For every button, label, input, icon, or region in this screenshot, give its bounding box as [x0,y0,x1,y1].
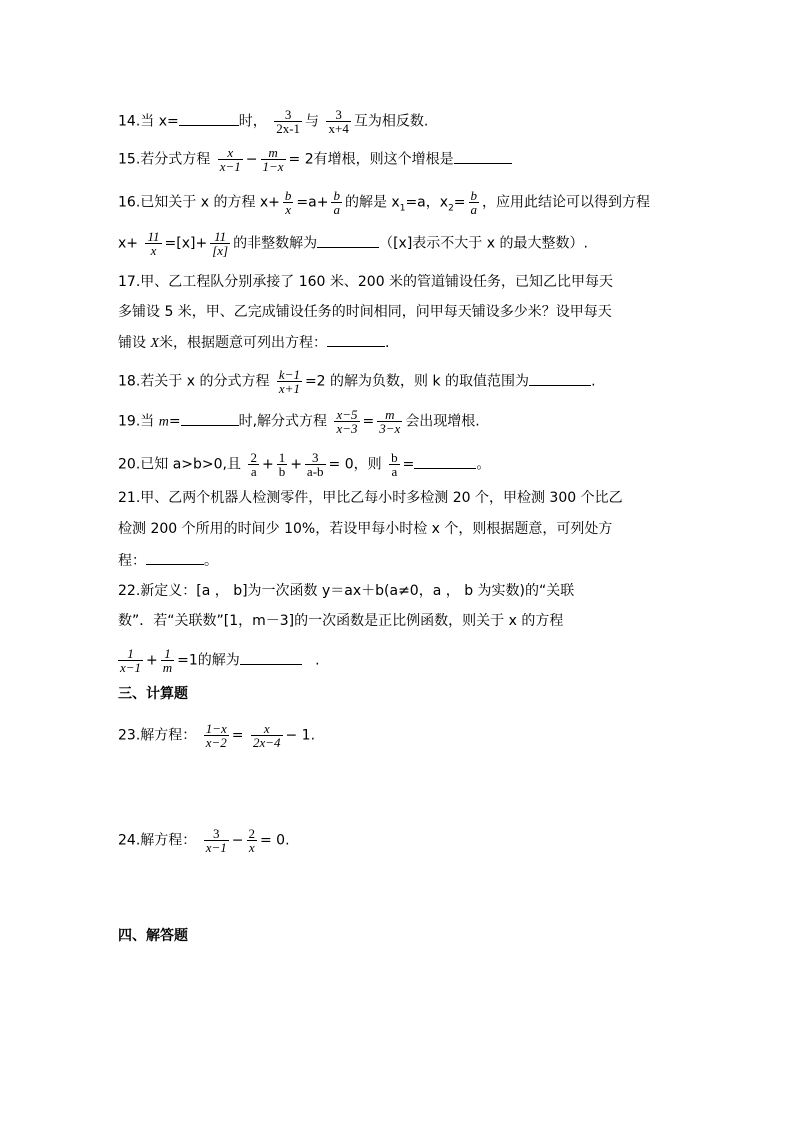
question-19 [118,408,480,435]
q17-text: . [385,335,390,351]
denominator: 3−x [379,421,401,436]
question-17-line3 [118,332,389,354]
answer-blank [454,149,512,164]
answer-blank [414,454,476,469]
answer-blank [327,332,385,347]
fraction [274,108,302,135]
denominator: a [250,464,257,479]
q16-text: x+ [118,235,139,252]
question-23 [118,722,315,749]
numerator: 3 [326,108,350,122]
fraction [377,408,402,435]
question-22-line1: 22.新定义：[a ， b]为一次函数 y＝ax＋b(a≠0，a ， b 为实数)的“关联 [118,583,575,599]
q16-text: ，应用此结论可以得到方程 [482,194,651,211]
q24-text: 24.解方程： [118,832,197,849]
q16-text: 的解是 x [344,194,400,211]
denominator: x+1 [278,381,300,396]
operator: = [168,413,181,430]
q17-text: 铺设 [118,335,146,351]
numerator: 1 [161,647,174,661]
variable: X [150,336,160,351]
q14-text: 14.当 x= [118,113,179,130]
denominator: a [333,202,340,217]
operator: − [245,151,258,168]
denominator: x−1 [219,159,241,174]
numerator: k−1 [278,367,300,382]
q23-text: 23.解方程： [118,727,197,744]
fraction [469,189,480,216]
numerator: b [470,188,478,203]
fraction [277,451,288,478]
fraction [389,451,400,478]
fraction [326,108,350,135]
q16-text: （[x]表示不大于 x 的最大整数）. [379,235,588,252]
denominator: x [285,202,292,217]
subscript: 1 [399,203,406,214]
fraction [247,827,258,854]
question-20 [118,451,490,478]
q16-text: =[x]+ [164,235,208,252]
answer-blank [179,111,239,126]
fraction [283,189,294,216]
question-17-line2: 多铺设 5 米，甲、乙完成铺设任务的时间相同，问甲每天铺设多少米？设甲每天 [118,304,612,320]
q17-text: 米，根据题意可列出方程： [159,335,328,351]
q19-text: 时,解分式方程 [238,413,328,430]
numerator: 2 [250,450,257,465]
question-21-line3 [118,550,218,571]
fraction [251,722,283,749]
denominator: 1−x [262,159,284,174]
question-16-line2 [118,230,588,257]
q16-text: 16.已知关于 x 的方程 x+ [118,194,280,211]
q18-text: 18.若关于 x 的分式方程 [118,373,270,390]
q18-text: . [591,373,596,390]
fraction [210,230,230,257]
subscript: 2 [448,203,454,214]
q19-text: 19.当 [118,413,155,430]
numerator: b [391,450,398,465]
q24-text: = 0. [260,832,290,849]
operator: = [231,727,244,744]
q16-text: =a，x [405,194,449,211]
numerator: 1 [278,450,286,465]
numerator: x−5 [336,407,358,422]
denominator: x−1 [205,840,227,855]
denominator: x−3 [336,421,358,436]
question-17-line1: 17.甲、乙工程队分别承接了 160 米、200 米的管道铺设任务，已知乙比甲每天 [118,274,614,290]
q14-text: 与 [305,113,320,130]
q15-text: = 2有增根，则这个增根是 [288,151,454,168]
denominator: x−1 [120,660,142,675]
fraction [261,146,286,173]
denominator: m [162,660,173,675]
q21-text: 。 [204,553,218,569]
q20-text: 20.已知 a>b>0,且 [118,456,241,473]
operator: + [290,456,302,473]
fraction [331,189,342,216]
denominator: a [391,464,398,479]
q20-text: 。 [476,456,491,473]
q23-text: − 1. [285,727,316,744]
denominator: 2x-1 [276,121,301,136]
q15-text: 15.若分式方程 [118,151,211,168]
answer-blank [240,650,302,665]
fraction [248,451,259,478]
fraction [204,722,229,749]
fraction [161,647,174,674]
q16-text: = [453,194,466,211]
fraction [218,146,243,173]
q22-text: . [315,652,320,669]
q18-text: =2 的解为负数，则 k 的取值范围为 [304,373,530,390]
denominator: x [248,840,255,855]
fraction [204,827,229,854]
numerator: 3 [305,451,326,465]
q14-text: 时， [238,113,267,130]
answer-blank [146,550,204,565]
fraction [118,647,143,674]
question-24 [118,827,290,854]
q14-text: 互为相反数. [353,113,429,130]
denominator: 2x−4 [252,735,281,750]
numerator: 2 [248,826,255,841]
numerator: m [261,146,286,160]
q20-text: = 0，则 [328,456,382,473]
numerator: 1−x [205,721,227,736]
numerator: 11 [147,229,160,244]
question-15 [118,146,512,173]
question-16 [118,189,650,218]
denominator: x [150,243,157,258]
question-21-line1: 21.甲、乙两个机器人检测零件，甲比乙每小时多检测 20 个，甲检测 300 个比乙 [118,490,623,506]
numerator: b [284,188,292,203]
q19-text: 会出现增根. [405,413,480,430]
numerator: 11 [210,230,230,244]
numerator: x [251,722,283,736]
q21-text: 程： [118,553,146,569]
section-heading: 四、解答题 [118,928,188,944]
numerator: 3 [204,827,229,841]
q16-text: 的非整数解为 [233,235,318,252]
denominator: a-b [306,464,324,479]
operator: + [146,652,158,669]
q22-text: =1的解为 [177,652,240,669]
answer-blank [181,411,239,426]
operator: = [362,413,375,430]
denominator: [x] [212,243,229,258]
numerator: 1 [118,647,143,661]
question-22-line2: 数”．若“关联数”[1，m－3]的一次函数是正比例函数，则关于 x 的方程 [118,613,564,629]
numerator: x [218,146,243,160]
question-22-line3 [118,647,320,674]
question-18 [118,368,596,395]
fraction [305,451,326,478]
question-14 [118,108,428,135]
fraction [277,368,302,395]
denominator: x−2 [205,735,227,750]
fraction [145,230,161,257]
operator: − [231,832,244,849]
answer-blank [529,371,591,386]
numerator: m [377,408,402,422]
operator: = [402,456,415,473]
answer-blank [317,233,379,248]
operator: + [261,456,274,473]
numerator: b [333,188,340,203]
denominator: b [278,464,286,479]
section-heading: 三、计算题 [118,686,188,702]
denominator: x+4 [328,121,349,136]
question-21-line2: 检测 200 个所用的时间少 10%，若设甲每小时检 x 个，则根据题意，可列处方 [118,521,613,537]
variable: m [158,414,169,430]
q16-text: =a+ [296,194,329,211]
fraction [334,408,359,435]
denominator: a [470,202,478,217]
numerator: 3 [274,108,302,122]
